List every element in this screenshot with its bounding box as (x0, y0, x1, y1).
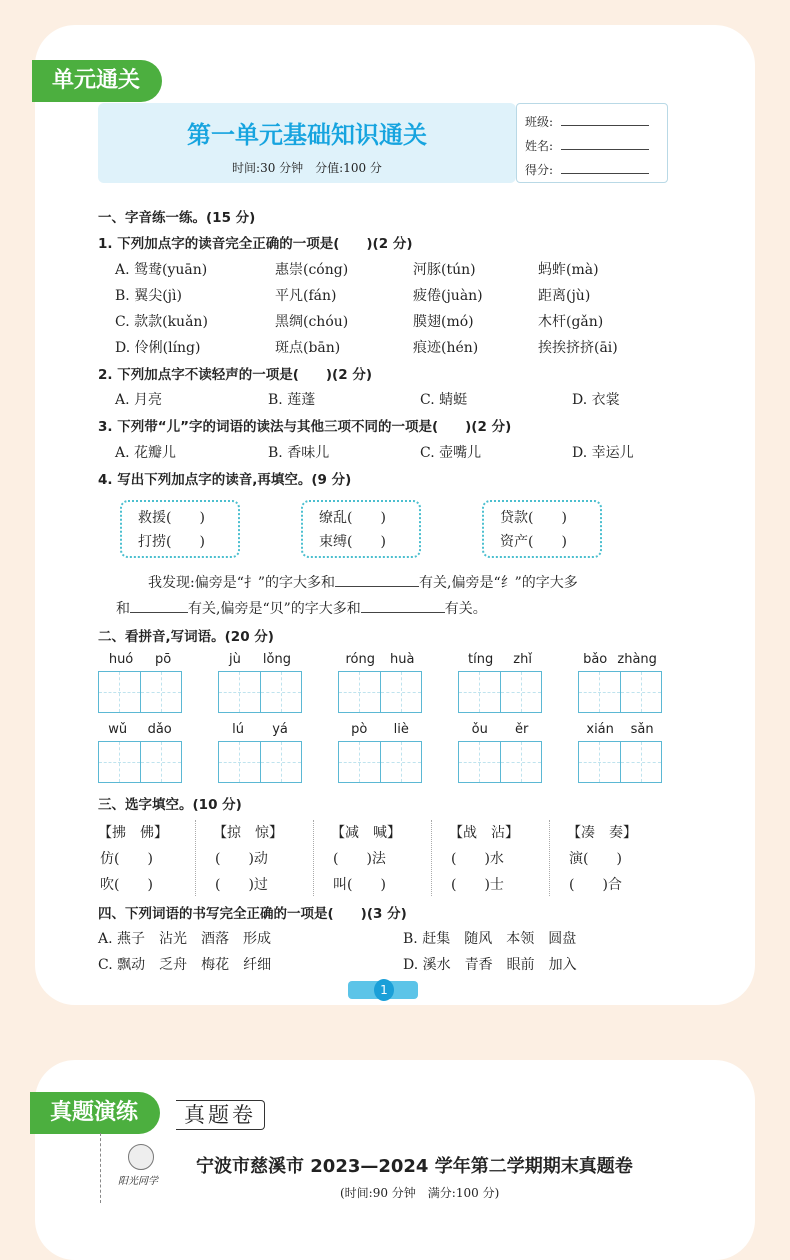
student-info-box (516, 103, 668, 183)
exam-title: 宁波市慈溪市 2023—2024 学年第二学期期末真题卷 (196, 1156, 633, 1177)
grid-cell[interactable] (381, 672, 422, 712)
q1-option: A. 鸳鸯(yuān) (115, 262, 208, 278)
s4-option: D. 溪水 青香 眼前 加入 (403, 957, 577, 973)
q1-option: B. 翼尖(jì) (115, 288, 182, 304)
page-number: 1 (374, 979, 394, 1001)
q3-option: C. 壶嘴儿 (420, 445, 482, 461)
sentence-text: 有关,偏旁是“贝”的字大多和 (188, 601, 361, 617)
word-box (120, 500, 240, 558)
grid-cell[interactable] (381, 742, 422, 782)
word-box (301, 500, 421, 558)
char-pair: 【凑 奏】 (567, 825, 637, 841)
sentence-text: 我发现:偏旁是“扌”的字大多和 (148, 575, 336, 591)
pinyin-syllable: dǎo (147, 722, 172, 737)
q3-option: D. 幸运儿 (572, 445, 634, 461)
s4-option: A. 燕子 沾光 酒落 形成 (98, 931, 272, 947)
pinyin-label (98, 722, 182, 737)
pinyin-syllable: zhàng (617, 652, 657, 667)
margin-dotted-line (100, 1133, 101, 1203)
fill-item: ( )法 (333, 851, 386, 867)
pinyin-label (218, 722, 302, 737)
name-label: 姓名: (525, 139, 554, 153)
q2-option: D. 衣裳 (572, 392, 620, 408)
q1-option: 木杆(gǎn) (538, 314, 604, 330)
q1-option: 蚂蚱(mà) (538, 262, 599, 278)
char-pair: 【拂 佛】 (98, 825, 168, 841)
q1-option: 膜翅(mó) (413, 314, 474, 330)
score-label: 得分: (525, 163, 554, 177)
fill-item: ( )士 (451, 877, 504, 893)
exam-meta: 时间:30 分钟 分值:100 分 (232, 161, 382, 175)
q4-sentence-line-1 (148, 572, 578, 592)
pinyin-syllable: ěr (515, 722, 529, 737)
fill-item: 演( ) (569, 851, 622, 867)
pinyin-syllable: pò (351, 722, 368, 737)
q4-stem: 4. 写出下列加点字的读音,再填空。(9 分) (98, 472, 352, 488)
q1-option: 疲倦(juàn) (413, 288, 483, 304)
q1-option: 河豚(tún) (413, 262, 476, 278)
q2-option: A. 月亮 (115, 392, 163, 408)
grid-cell[interactable] (141, 672, 182, 712)
pinyin-syllable: tíng (468, 652, 494, 667)
q1-option: 平凡(fán) (275, 288, 337, 304)
word-item: 救援( ) (138, 510, 205, 526)
section-3-title: 三、选字填空。(10 分) (98, 797, 242, 813)
grid-cell[interactable] (579, 742, 621, 782)
writing-grid[interactable] (578, 741, 662, 783)
q1-option: 惠崇(cóng) (275, 262, 349, 278)
name-field[interactable] (525, 136, 649, 154)
writing-grid[interactable] (98, 741, 182, 783)
writing-grid[interactable] (218, 671, 302, 713)
grid-cell[interactable] (459, 672, 501, 712)
pinyin-syllable: ǒu (471, 722, 488, 737)
grid-cell[interactable] (621, 672, 662, 712)
s4-option: B. 赶集 随风 本领 圆盘 (403, 931, 577, 947)
q2-option: C. 蜻蜓 (420, 392, 468, 408)
unit-tag: 单元通关 (32, 60, 162, 102)
word-item: 束缚( ) (319, 534, 386, 550)
fill-item: ( )合 (569, 877, 622, 893)
s4-option: C. 飘动 乏舟 梅花 纤细 (98, 957, 272, 973)
grid-cell[interactable] (501, 672, 542, 712)
fill-item: ( )过 (215, 877, 268, 893)
q1-option: 黑绸(chóu) (275, 314, 349, 330)
column-divider (195, 820, 196, 896)
word-item: 贷款( ) (500, 510, 567, 526)
grid-cell[interactable] (339, 672, 381, 712)
q4-sentence-line-2 (116, 598, 487, 618)
writing-grid[interactable] (458, 671, 542, 713)
pinyin-label (338, 652, 422, 667)
grid-cell[interactable] (99, 742, 141, 782)
pinyin-syllable: bǎo (583, 652, 608, 667)
pinyin-syllable: liè (393, 722, 409, 737)
practice-tag: 真题演练 (30, 1092, 160, 1134)
writing-grid[interactable] (578, 671, 662, 713)
word-item: 打捞( ) (138, 534, 205, 550)
pinyin-label (338, 722, 422, 737)
q3-stem: 3. 下列带“儿”字的词语的读法与其他三项不同的一项是( )(2 分) (98, 419, 512, 435)
q1-option: 距离(jù) (538, 288, 591, 304)
pinyin-label (458, 722, 542, 737)
pinyin-syllable: lú (232, 722, 244, 737)
grid-cell[interactable] (219, 672, 261, 712)
q1-option: 斑点(bān) (275, 340, 341, 356)
brand-logo: 阳光同学 (118, 1176, 158, 1187)
writing-grid[interactable] (458, 741, 542, 783)
pinyin-syllable: jù (229, 652, 241, 667)
section-2-title: 二、看拼音,写词语。(20 分) (98, 629, 274, 645)
q1-option: 痕迹(hén) (413, 340, 479, 356)
column-divider (431, 820, 432, 896)
header-banner (98, 103, 516, 183)
section-4-title: 四、下列词语的书写完全正确的一项是( )(3 分) (98, 906, 407, 922)
pinyin-syllable: huó (108, 652, 134, 667)
writing-grid[interactable] (218, 741, 302, 783)
grid-cell[interactable] (141, 742, 182, 782)
answer-blank[interactable] (361, 599, 445, 613)
char-pair: 【掠 惊】 (213, 825, 283, 841)
word-box (482, 500, 602, 558)
q1-option: D. 伶俐(líng) (115, 340, 201, 356)
section-1-title: 一、字音练一练。(15 分) (98, 210, 256, 226)
pinyin-syllable: sǎn (630, 722, 654, 737)
pinyin-syllable: huà (390, 652, 415, 667)
page-title: 第一单元基础知识通关 (187, 121, 427, 149)
class-label: 班级: (525, 115, 554, 129)
word-item: 缭乱( ) (319, 510, 386, 526)
fill-item: 仿( ) (100, 851, 153, 867)
char-pair: 【减 喊】 (331, 825, 401, 841)
grid-cell[interactable] (219, 742, 261, 782)
q3-option: B. 香味儿 (268, 445, 330, 461)
pinyin-syllable: yá (272, 722, 288, 737)
sentence-text: 有关,偏旁是“纟”的字大多 (419, 575, 578, 591)
q1-option: 挨挨挤挤(āi) (538, 340, 618, 356)
fill-item: ( )水 (451, 851, 504, 867)
pinyin-label (218, 652, 302, 667)
pinyin-syllable: zhǐ (513, 652, 532, 667)
fill-item: ( )动 (215, 851, 268, 867)
pinyin-syllable: lǒng (262, 652, 291, 667)
grid-cell[interactable] (501, 742, 542, 782)
fill-item: 叫( ) (333, 877, 386, 893)
grid-cell[interactable] (459, 742, 501, 782)
pinyin-label (578, 652, 662, 667)
score-field[interactable] (525, 160, 649, 178)
char-pair: 【战 沾】 (449, 825, 519, 841)
pinyin-syllable: wǔ (108, 722, 128, 737)
q1-option: C. 款款(kuǎn) (115, 314, 208, 330)
grid-cell[interactable] (621, 742, 662, 782)
word-item: 资产( ) (500, 534, 567, 550)
grid-cell[interactable] (339, 742, 381, 782)
mascot-icon (128, 1144, 154, 1170)
column-divider (313, 820, 314, 896)
answer-blank[interactable] (130, 599, 188, 613)
exam-meta-2: (时间:90 分钟 满分:100 分) (340, 1186, 500, 1200)
column-divider (549, 820, 550, 896)
grid-cell[interactable] (99, 672, 141, 712)
pinyin-label (578, 722, 662, 737)
q1-stem: 1. 下列加点字的读音完全正确的一项是( )(2 分) (98, 236, 413, 252)
sentence-text: 和 (116, 601, 130, 617)
grid-cell[interactable] (261, 742, 302, 782)
answer-blank[interactable] (335, 573, 419, 587)
pinyin-syllable: xián (586, 722, 614, 737)
pinyin-label (458, 652, 542, 667)
writing-grid[interactable] (338, 741, 422, 783)
writing-grid[interactable] (338, 671, 422, 713)
page-number-badge (348, 981, 418, 999)
paper-type-label: 真题卷 (176, 1100, 265, 1130)
q2-option: B. 莲蓬 (268, 392, 316, 408)
pinyin-syllable: pō (154, 652, 172, 667)
pinyin-syllable: róng (345, 652, 376, 667)
fill-item: 吹( ) (100, 877, 153, 893)
q2-stem: 2. 下列加点字不读轻声的一项是( )(2 分) (98, 367, 372, 383)
grid-cell[interactable] (579, 672, 621, 712)
sentence-text: 有关。 (444, 601, 487, 617)
q3-option: A. 花瓣儿 (115, 445, 177, 461)
writing-grid[interactable] (98, 671, 182, 713)
pinyin-label (98, 652, 182, 667)
grid-cell[interactable] (261, 672, 302, 712)
class-field[interactable] (525, 112, 649, 130)
